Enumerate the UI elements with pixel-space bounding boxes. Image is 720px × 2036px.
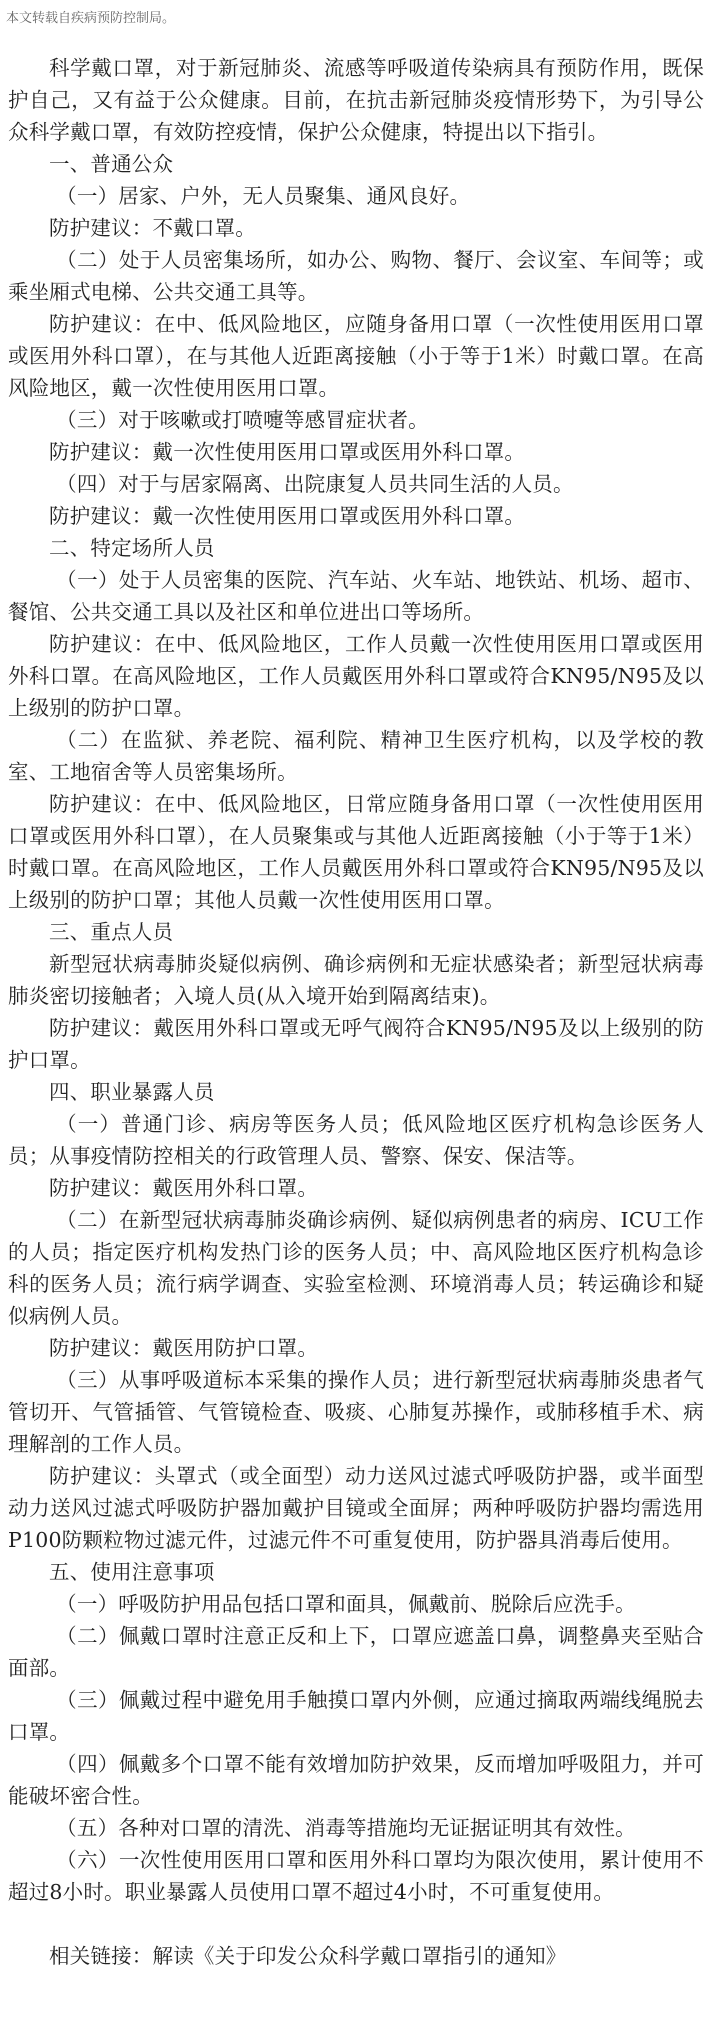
sections-container <box>8 148 704 1908</box>
advice-paragraph: 防护建议：在中、低风险地区，日常应随身备用口罩（一次性使用医用口罩或医用外科口罩），在人员聚集或与其他人近距离接触（小于等于1米）时戴口罩。在高风险地区，工作人员戴医用外科口罩或符合KN95/N95及以上级别的防护口罩；其他人员戴一次性使用医用口罩。 <box>8 792 704 912</box>
intro-paragraph: 科学戴口罩，对于新冠肺炎、流感等呼吸道传染病具有预防作用，既保护自己，又有益于公众健康。目前，在抗击新冠肺炎疫情形势下，为引导公众科学戴口罩，有效防控疫情，保护公众健康，特提出以下指引。 <box>8 56 704 144</box>
subsection-paragraph: （六）一次性使用医用口罩和医用外科口罩均为限次使用，累计使用不超过8小时。职业暴露人员使用口罩不超过4小时，不可重复使用。 <box>8 1848 704 1904</box>
advice-paragraph: 防护建议：不戴口罩。 <box>49 216 256 240</box>
subsection-paragraph: （四）对于与居家隔离、出院康复人员共同生活的人员。 <box>56 472 574 496</box>
subsection-paragraph: （一）居家、户外，无人员聚集、通风良好。 <box>56 184 471 208</box>
section-heading: 四、职业暴露人员 <box>49 1080 215 1104</box>
advice-paragraph: 防护建议：在中、低风险地区，工作人员戴一次性使用医用口罩或医用外科口罩。在高风险地区，工作人员戴医用外科口罩或符合KN95/N95及以上级别的防护口罩。 <box>8 632 704 720</box>
related-link[interactable]: 解读《关于印发公众科学戴口罩指引的通知》 <box>152 1944 567 1968</box>
advice-paragraph: 防护建议：头罩式（或全面型）动力送风过滤式呼吸防护器，或半面型动力送风过滤式呼吸防护器加戴护目镜或全面屏；两种呼吸防护器均需选用P100防颗粒物过滤元件，过滤元件不可重复使用，防护器具消毒后使用。 <box>8 1464 704 1552</box>
section-heading: 五、使用注意事项 <box>49 1560 215 1584</box>
source-note: 本文转载自疾病预防控制局。 <box>6 11 176 26</box>
subsection-paragraph: （五）各种对口罩的清洗、消毒等措施均无证据证明其有效性。 <box>56 1816 636 1840</box>
subsection-paragraph: （三）从事呼吸道标本采集的操作人员；进行新型冠状病毒肺炎患者气管切开、气管插管、气管镜检查、吸痰、心肺复苏操作，或肺移植手术、病理解剖的工作人员。 <box>8 1368 704 1456</box>
advice-paragraph: 防护建议：在中、低风险地区，应随身备用口罩（一次性使用医用口罩或医用外科口罩），在与其他人近距离接触（小于等于1米）时戴口罩。在高风险地区，戴一次性使用医用口罩。 <box>8 312 704 400</box>
section-heading: 二、特定场所人员 <box>49 536 215 560</box>
subsection-paragraph: （二）处于人员密集场所，如办公、购物、餐厅、会议室、车间等；或乘坐厢式电梯、公共交通工具等。 <box>8 248 704 304</box>
advice-paragraph: 防护建议：戴医用外科口罩。 <box>49 1176 319 1200</box>
advice-paragraph: 防护建议：戴一次性使用医用口罩或医用外科口罩。 <box>49 440 526 464</box>
body-paragraph: 新型冠状病毒肺炎疑似病例、确诊病例和无症状感染者；新型冠状病毒肺炎密切接触者；入境人员(从入境开始到隔离结束)。 <box>8 952 704 1008</box>
related-link-line <box>8 1940 704 1972</box>
subsection-paragraph: （二）在监狱、养老院、福利院、精神卫生医疗机构，以及学校的教室、工地宿舍等人员密集场所。 <box>8 728 704 784</box>
subsection-paragraph: （二）佩戴口罩时注意正反和上下，口罩应遮盖口鼻，调整鼻夹至贴合面部。 <box>8 1624 704 1680</box>
subsection-paragraph: （一）呼吸防护用品包括口罩和面具，佩戴前、脱除后应洗手。 <box>56 1592 636 1616</box>
spacer <box>8 1908 704 1940</box>
subsection-paragraph: （一）处于人员密集的医院、汽车站、火车站、地铁站、机场、超市、餐馆、公共交通工具以及社区和单位进出口等场所。 <box>8 568 704 624</box>
section-heading: 一、普通公众 <box>49 152 174 176</box>
subsection-paragraph: （二）在新型冠状病毒肺炎确诊病例、疑似病例患者的病房、ICU工作的人员；指定医疗机构发热门诊的医务人员；中、高风险地区医疗机构急诊科的医务人员；流行病学调查、实验室检测、环境消毒人员；转运确诊和疑似病例人员。 <box>8 1208 704 1328</box>
advice-paragraph: 防护建议：戴医用外科口罩或无呼气阀符合KN95/N95及以上级别的防护口罩。 <box>8 1016 704 1072</box>
advice-paragraph: 防护建议：戴医用防护口罩。 <box>49 1336 319 1360</box>
subsection-paragraph: （三）对于咳嗽或打喷嚏等感冒症状者。 <box>56 408 429 432</box>
subsection-paragraph: （三）佩戴过程中避免用手触摸口罩内外侧，应通过摘取两端线绳脱去口罩。 <box>8 1688 704 1744</box>
section-heading: 三、重点人员 <box>49 920 174 944</box>
related-link-prefix: 相关链接： <box>49 1944 153 1968</box>
advice-paragraph: 防护建议：戴一次性使用医用口罩或医用外科口罩。 <box>49 504 526 528</box>
article-body <box>8 52 704 1972</box>
subsection-paragraph: （四）佩戴多个口罩不能有效增加防护效果，反而增加呼吸阻力，并可能破坏密合性。 <box>8 1752 704 1808</box>
subsection-paragraph: （一）普通门诊、病房等医务人员；低风险地区医疗机构急诊医务人员；从事疫情防控相关的行政管理人员、警察、保安、保洁等。 <box>8 1112 704 1168</box>
